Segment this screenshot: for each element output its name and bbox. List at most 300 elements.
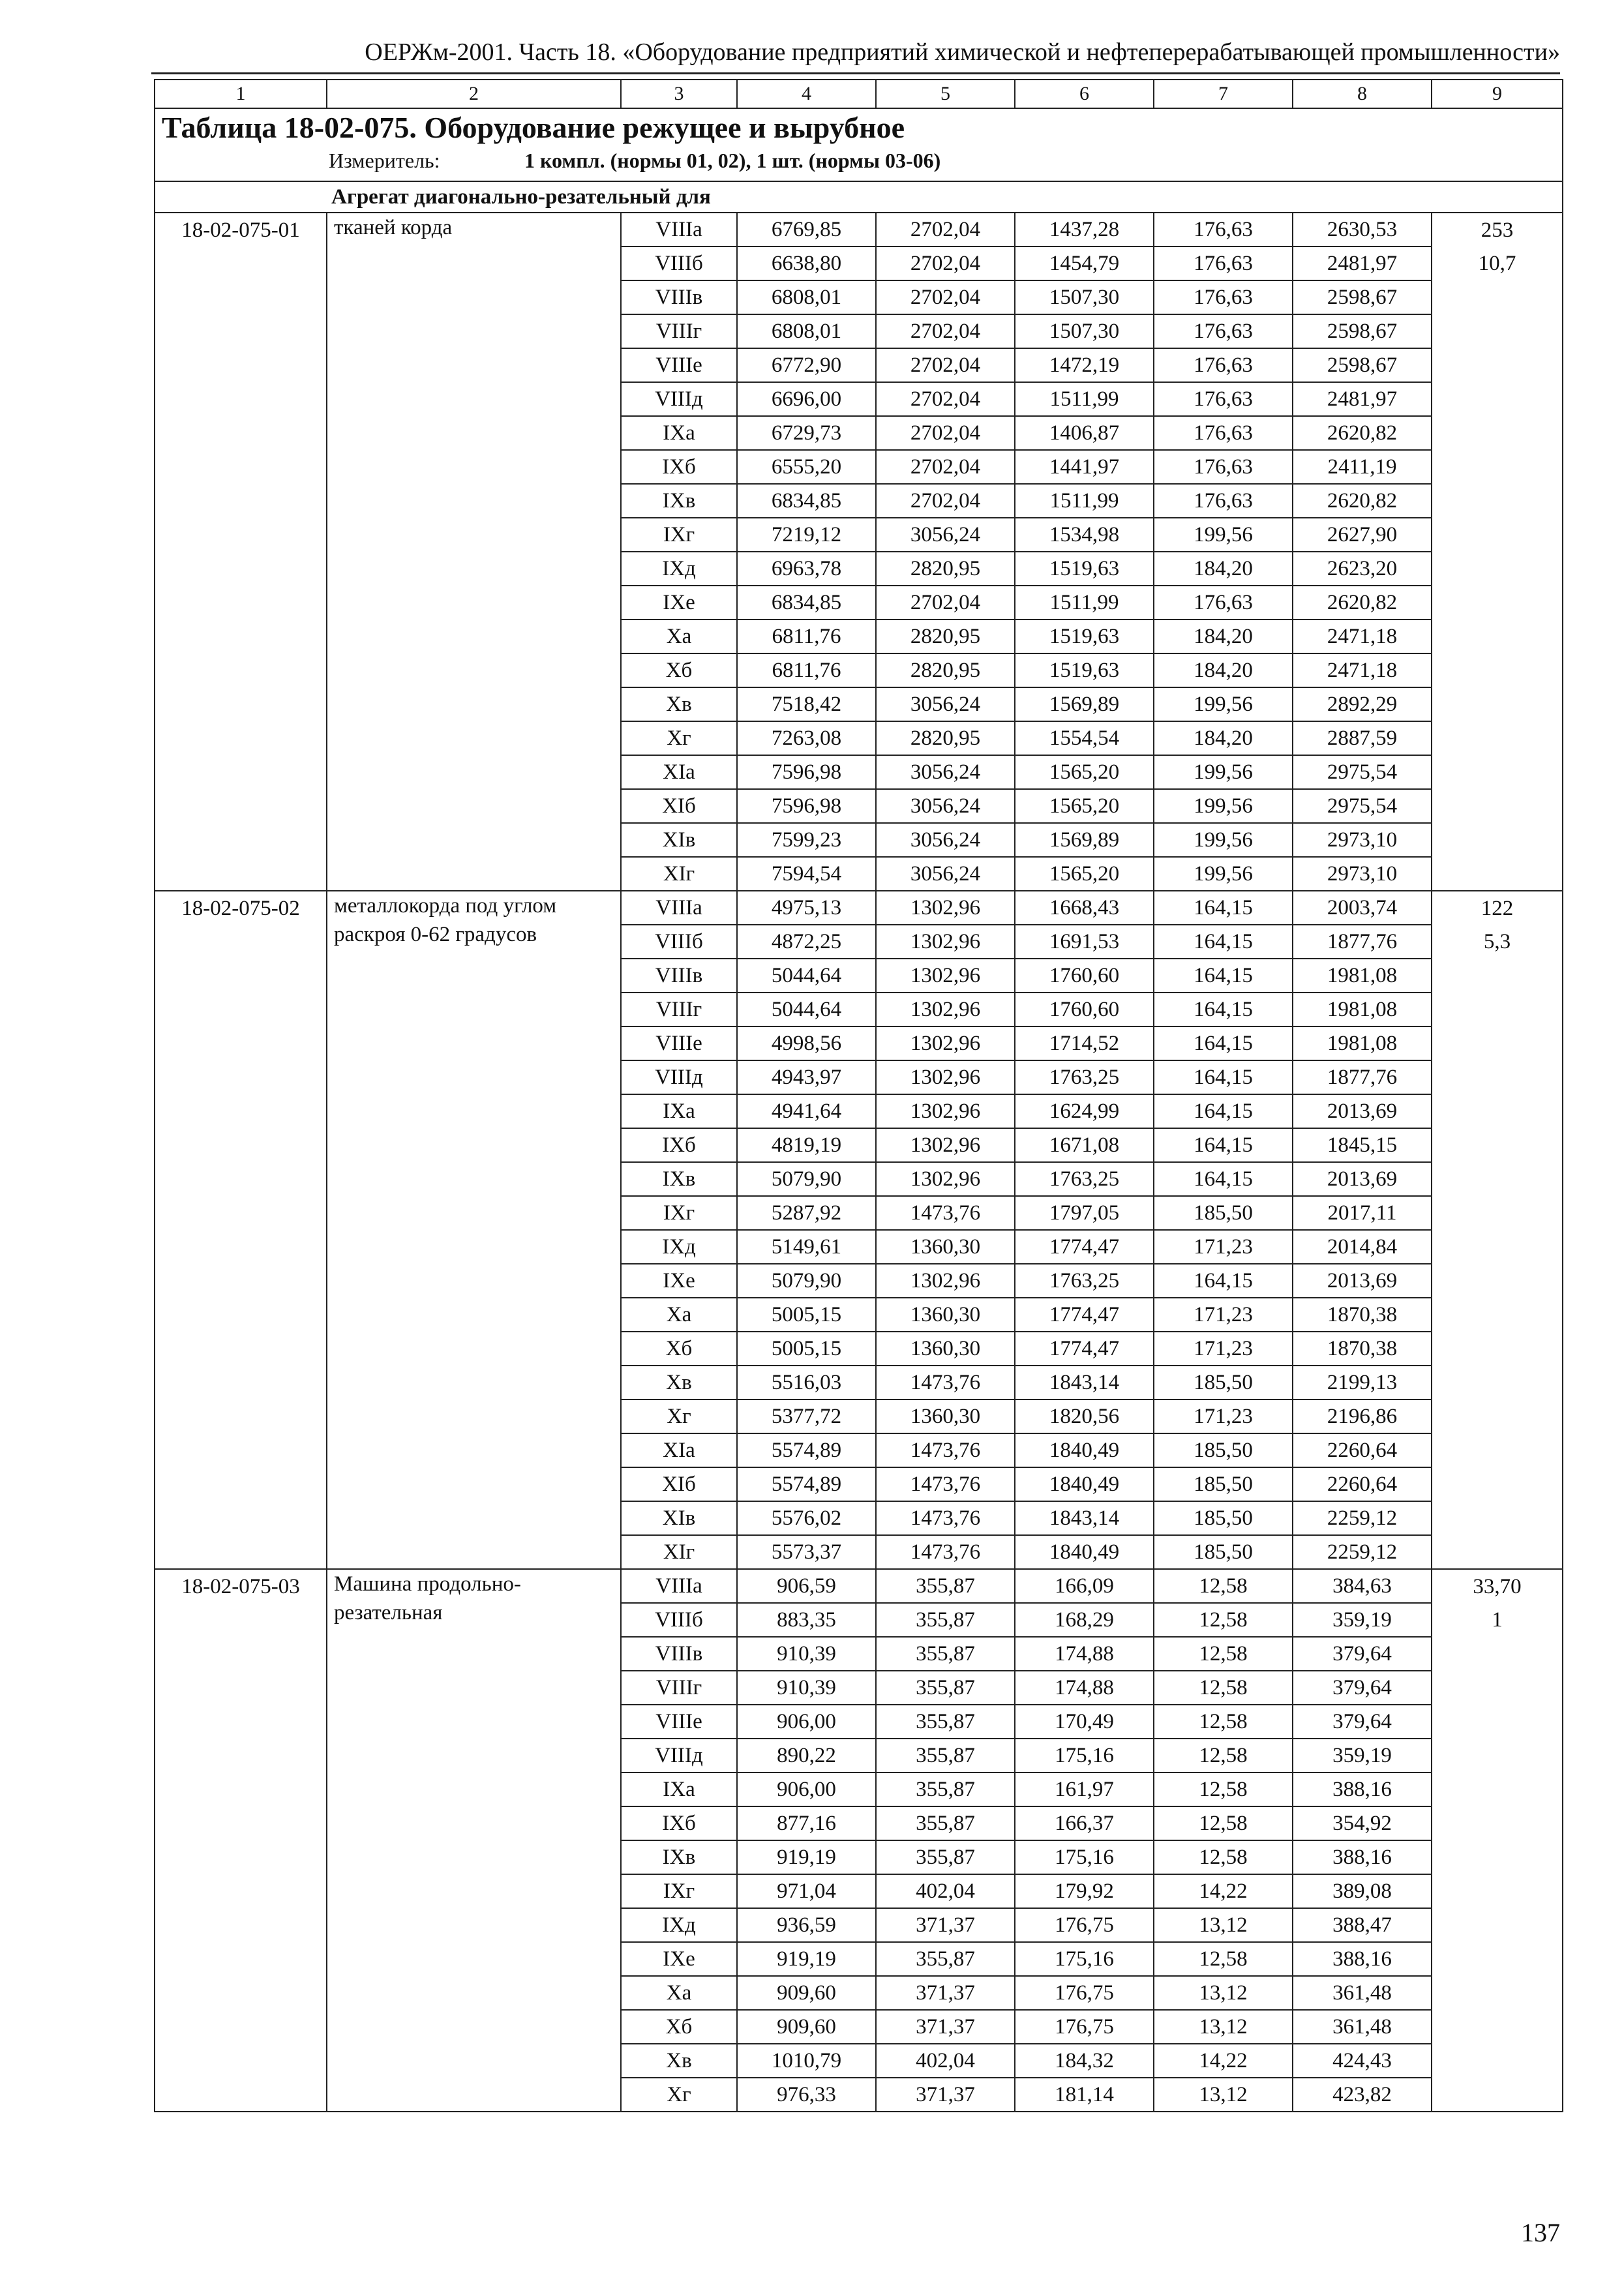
value-cell: 2481,97 bbox=[1293, 247, 1432, 280]
table-row bbox=[155, 1094, 1563, 1128]
value-cell: 1565,20 bbox=[1015, 755, 1154, 789]
value-cell: 919,19 bbox=[737, 1840, 876, 1874]
col9-cell bbox=[1432, 2010, 1563, 2044]
value-cell: 1840,49 bbox=[1015, 1535, 1154, 1569]
value-cell: 388,16 bbox=[1293, 1840, 1432, 1874]
value-cell: 1760,60 bbox=[1015, 993, 1154, 1026]
value-cell: 2702,04 bbox=[876, 247, 1015, 280]
column-number: 6 bbox=[1015, 80, 1154, 108]
zone-code: VIIIа bbox=[621, 213, 737, 247]
zone-code: XIа bbox=[621, 1433, 737, 1467]
zone-code: IXа bbox=[621, 416, 737, 450]
value-cell: 199,56 bbox=[1154, 857, 1293, 891]
table-row bbox=[155, 1942, 1563, 1976]
value-cell: 164,15 bbox=[1154, 925, 1293, 959]
col9-cell bbox=[1432, 1671, 1563, 1705]
norm-code-blank bbox=[155, 1060, 327, 1094]
norm-description-cell bbox=[327, 2044, 621, 2078]
value-cell: 5574,89 bbox=[737, 1433, 876, 1467]
norm-description-cell bbox=[327, 1467, 621, 1501]
value-cell: 1843,14 bbox=[1015, 1501, 1154, 1535]
value-cell: 1877,76 bbox=[1293, 1060, 1432, 1094]
table-row bbox=[155, 1603, 1563, 1637]
column-number: 4 bbox=[737, 80, 876, 108]
table-row bbox=[155, 1705, 1563, 1739]
norm-description-cell bbox=[327, 247, 621, 280]
table-row bbox=[155, 925, 1563, 959]
norm-code-blank bbox=[155, 1806, 327, 1840]
group-title: Агрегат диагонально-резательный для bbox=[155, 181, 1563, 213]
value-cell: 2623,20 bbox=[1293, 552, 1432, 586]
table-row bbox=[155, 687, 1563, 721]
value-cell: 384,63 bbox=[1293, 1569, 1432, 1603]
value-cell: 5149,61 bbox=[737, 1230, 876, 1264]
norm-code-blank bbox=[155, 1501, 327, 1535]
value-cell: 2702,04 bbox=[876, 416, 1015, 450]
value-cell: 1774,47 bbox=[1015, 1298, 1154, 1332]
value-cell: 12,58 bbox=[1154, 1603, 1293, 1637]
norm-description-cell bbox=[327, 1840, 621, 1874]
col9-cell bbox=[1432, 1298, 1563, 1332]
value-cell: 4998,56 bbox=[737, 1026, 876, 1060]
group-title-row bbox=[155, 181, 1563, 213]
norm-code-blank bbox=[155, 1535, 327, 1569]
value-cell: 199,56 bbox=[1154, 823, 1293, 857]
value-cell: 171,23 bbox=[1154, 1298, 1293, 1332]
norm-code-blank bbox=[155, 1840, 327, 1874]
value-cell: 1691,53 bbox=[1015, 925, 1154, 959]
value-cell: 1406,87 bbox=[1015, 416, 1154, 450]
table-row bbox=[155, 213, 1563, 247]
norm-code-blank bbox=[155, 755, 327, 789]
norm-code-blank bbox=[155, 925, 327, 959]
value-cell: 12,58 bbox=[1154, 1773, 1293, 1806]
value-cell: 6638,80 bbox=[737, 247, 876, 280]
zone-code: VIIIе bbox=[621, 348, 737, 382]
norm-code-blank bbox=[155, 1942, 327, 1976]
table-row bbox=[155, 1569, 1563, 1603]
table-row bbox=[155, 789, 1563, 823]
value-cell: 5516,03 bbox=[737, 1366, 876, 1399]
value-cell: 161,97 bbox=[1015, 1773, 1154, 1806]
value-cell: 910,39 bbox=[737, 1671, 876, 1705]
table-row bbox=[155, 1230, 1563, 1264]
value-cell: 906,59 bbox=[737, 1569, 876, 1603]
value-cell: 379,64 bbox=[1293, 1671, 1432, 1705]
value-cell: 2702,04 bbox=[876, 382, 1015, 416]
table-row bbox=[155, 1739, 1563, 1773]
norm-code: 18-02-075-01 bbox=[155, 213, 327, 247]
table-row bbox=[155, 1908, 1563, 1942]
col9-cell bbox=[1432, 1535, 1563, 1569]
table-row bbox=[155, 1501, 1563, 1535]
norm-code-blank bbox=[155, 416, 327, 450]
value-cell: 4975,13 bbox=[737, 891, 876, 925]
value-cell: 359,19 bbox=[1293, 1739, 1432, 1773]
value-cell: 2196,86 bbox=[1293, 1399, 1432, 1433]
zone-code: IXе bbox=[621, 1264, 737, 1298]
value-cell: 176,75 bbox=[1015, 1976, 1154, 2010]
value-cell: 2975,54 bbox=[1293, 755, 1432, 789]
value-cell: 890,22 bbox=[737, 1739, 876, 1773]
value-cell: 6772,90 bbox=[737, 348, 876, 382]
value-cell: 1671,08 bbox=[1015, 1128, 1154, 1162]
value-cell: 185,50 bbox=[1154, 1535, 1293, 1569]
value-cell: 361,48 bbox=[1293, 2010, 1432, 2044]
norm-description-cell bbox=[327, 586, 621, 620]
norm-description-cell bbox=[327, 1603, 621, 1637]
page-number: 137 bbox=[1521, 2218, 1560, 2247]
norm-code-blank bbox=[155, 518, 327, 552]
norm-code-blank bbox=[155, 1366, 327, 1399]
value-cell: 6808,01 bbox=[737, 280, 876, 314]
norm-code-blank bbox=[155, 1332, 327, 1366]
col9-cell bbox=[1432, 1026, 1563, 1060]
value-cell: 2260,64 bbox=[1293, 1433, 1432, 1467]
norm-code-blank bbox=[155, 1298, 327, 1332]
col9-cell bbox=[1432, 348, 1563, 382]
value-cell: 1760,60 bbox=[1015, 959, 1154, 993]
value-cell: 423,82 bbox=[1293, 2078, 1432, 2112]
value-cell: 2013,69 bbox=[1293, 1264, 1432, 1298]
value-cell: 184,20 bbox=[1154, 653, 1293, 687]
value-cell: 936,59 bbox=[737, 1908, 876, 1942]
norm-description-cell bbox=[327, 382, 621, 416]
zone-code: Xа bbox=[621, 1298, 737, 1332]
value-cell: 166,09 bbox=[1015, 1569, 1154, 1603]
value-cell: 185,50 bbox=[1154, 1196, 1293, 1230]
table-row bbox=[155, 280, 1563, 314]
norm-code-blank bbox=[155, 721, 327, 755]
value-cell: 3056,24 bbox=[876, 857, 1015, 891]
value-cell: 1554,54 bbox=[1015, 721, 1154, 755]
value-cell: 1473,76 bbox=[876, 1467, 1015, 1501]
norm-description-cell bbox=[327, 1976, 621, 2010]
value-cell: 176,63 bbox=[1154, 280, 1293, 314]
value-cell: 4943,97 bbox=[737, 1060, 876, 1094]
table-row bbox=[155, 1026, 1563, 1060]
norm-description-cell bbox=[327, 755, 621, 789]
value-cell: 185,50 bbox=[1154, 1366, 1293, 1399]
zone-code: VIIIе bbox=[621, 1705, 737, 1739]
value-cell: 379,64 bbox=[1293, 1637, 1432, 1671]
value-cell: 355,87 bbox=[876, 1603, 1015, 1637]
value-cell: 2260,64 bbox=[1293, 1467, 1432, 1501]
norm-description-cell bbox=[327, 1773, 621, 1806]
table-row bbox=[155, 1196, 1563, 1230]
value-cell: 371,37 bbox=[876, 2078, 1015, 2112]
norm-description-cell bbox=[327, 1366, 621, 1399]
value-cell: 2481,97 bbox=[1293, 382, 1432, 416]
value-cell: 1569,89 bbox=[1015, 823, 1154, 857]
norm-description-cell bbox=[327, 416, 621, 450]
value-cell: 174,88 bbox=[1015, 1671, 1154, 1705]
value-cell: 2598,67 bbox=[1293, 280, 1432, 314]
norm-code-blank bbox=[155, 1026, 327, 1060]
value-cell: 176,75 bbox=[1015, 2010, 1154, 2044]
zone-code: Xг bbox=[621, 1399, 737, 1433]
value-cell: 910,39 bbox=[737, 1637, 876, 1671]
value-cell: 2892,29 bbox=[1293, 687, 1432, 721]
norm-code-blank bbox=[155, 1128, 327, 1162]
value-cell: 1870,38 bbox=[1293, 1332, 1432, 1366]
value-cell: 1472,19 bbox=[1015, 348, 1154, 382]
norm-code-blank bbox=[155, 993, 327, 1026]
col9-cell bbox=[1432, 1399, 1563, 1433]
col9-cell bbox=[1432, 755, 1563, 789]
col9-cell bbox=[1432, 450, 1563, 484]
value-cell: 5377,72 bbox=[737, 1399, 876, 1433]
zone-code: XIг bbox=[621, 1535, 737, 1569]
table-row bbox=[155, 1671, 1563, 1705]
table-row bbox=[155, 450, 1563, 484]
norm-code-blank bbox=[155, 1603, 327, 1637]
value-cell: 402,04 bbox=[876, 1874, 1015, 1908]
value-cell: 176,63 bbox=[1154, 416, 1293, 450]
zone-code: IXд bbox=[621, 1908, 737, 1942]
col9-cell bbox=[1432, 2078, 1563, 2112]
value-cell: 2973,10 bbox=[1293, 857, 1432, 891]
norm-description-cell bbox=[327, 959, 621, 993]
value-cell: 1302,96 bbox=[876, 1128, 1015, 1162]
norm-description-cell bbox=[327, 789, 621, 823]
value-cell: 5005,15 bbox=[737, 1298, 876, 1332]
value-cell: 12,58 bbox=[1154, 1705, 1293, 1739]
col9-cell bbox=[1432, 687, 1563, 721]
norm-description-cell bbox=[327, 1501, 621, 1535]
norm-description-cell bbox=[327, 1671, 621, 1705]
value-cell: 1302,96 bbox=[876, 993, 1015, 1026]
norm-code-blank bbox=[155, 348, 327, 382]
value-cell: 2820,95 bbox=[876, 653, 1015, 687]
table-row bbox=[155, 1840, 1563, 1874]
value-cell: 355,87 bbox=[876, 1569, 1015, 1603]
zone-code: VIIIе bbox=[621, 1026, 737, 1060]
zone-code: IXа bbox=[621, 1773, 737, 1806]
zone-code: IXе bbox=[621, 1942, 737, 1976]
value-cell: 2259,12 bbox=[1293, 1535, 1432, 1569]
zone-code: VIIIг bbox=[621, 1671, 737, 1705]
norm-description-cell bbox=[327, 687, 621, 721]
col9-cell bbox=[1432, 1637, 1563, 1671]
table-row bbox=[155, 314, 1563, 348]
value-cell: 7599,23 bbox=[737, 823, 876, 857]
col9-cell bbox=[1432, 1094, 1563, 1128]
norm-description-cell bbox=[327, 1637, 621, 1671]
col9-cell bbox=[1432, 1705, 1563, 1739]
value-cell: 2820,95 bbox=[876, 552, 1015, 586]
value-cell: 164,15 bbox=[1154, 1094, 1293, 1128]
table-row bbox=[155, 1366, 1563, 1399]
table-row bbox=[155, 620, 1563, 653]
value-cell: 199,56 bbox=[1154, 518, 1293, 552]
zone-code: Xг bbox=[621, 2078, 737, 2112]
zone-code: VIIIа bbox=[621, 1569, 737, 1603]
value-cell: 7594,54 bbox=[737, 857, 876, 891]
value-cell: 379,64 bbox=[1293, 1705, 1432, 1739]
value-cell: 1302,96 bbox=[876, 925, 1015, 959]
value-cell: 6834,85 bbox=[737, 586, 876, 620]
value-cell: 12,58 bbox=[1154, 1569, 1293, 1603]
norm-code-blank bbox=[155, 2010, 327, 2044]
norm-code-blank bbox=[155, 653, 327, 687]
value-cell: 3056,24 bbox=[876, 823, 1015, 857]
value-cell: 176,63 bbox=[1154, 348, 1293, 382]
value-cell: 5005,15 bbox=[737, 1332, 876, 1366]
value-cell: 168,29 bbox=[1015, 1603, 1154, 1637]
norm-description-cell bbox=[327, 1094, 621, 1128]
norm-description: тканей корда bbox=[334, 216, 453, 239]
value-cell: 1511,99 bbox=[1015, 382, 1154, 416]
norm-code-blank bbox=[155, 1739, 327, 1773]
column-number: 9 bbox=[1432, 80, 1563, 108]
table-row bbox=[155, 1332, 1563, 1366]
zone-code: IXе bbox=[621, 586, 737, 620]
value-cell: 1519,63 bbox=[1015, 552, 1154, 586]
zone-code: IXг bbox=[621, 1196, 737, 1230]
value-cell: 354,92 bbox=[1293, 1806, 1432, 1840]
zone-code: Xв bbox=[621, 1366, 737, 1399]
value-cell: 1774,47 bbox=[1015, 1230, 1154, 1264]
value-cell: 1360,30 bbox=[876, 1332, 1015, 1366]
norm-description-cell bbox=[327, 450, 621, 484]
table-row bbox=[155, 1976, 1563, 2010]
value-cell: 2013,69 bbox=[1293, 1094, 1432, 1128]
col9-cell bbox=[1432, 1942, 1563, 1976]
table-row bbox=[155, 993, 1563, 1026]
table-row bbox=[155, 1298, 1563, 1332]
col9-cell: 10,7 bbox=[1432, 247, 1563, 280]
value-cell: 1797,05 bbox=[1015, 1196, 1154, 1230]
value-cell: 2598,67 bbox=[1293, 314, 1432, 348]
norm-description: металлокорда под углом раскроя 0-62 градусов bbox=[334, 894, 557, 946]
col9-cell bbox=[1432, 1908, 1563, 1942]
value-cell: 2702,04 bbox=[876, 484, 1015, 518]
norm-code-blank bbox=[155, 857, 327, 891]
value-cell: 4819,19 bbox=[737, 1128, 876, 1162]
norm-description-cell bbox=[327, 1433, 621, 1467]
norm-code-blank bbox=[155, 1773, 327, 1806]
value-cell: 6811,76 bbox=[737, 653, 876, 687]
col9-cell bbox=[1432, 1128, 1563, 1162]
value-cell: 12,58 bbox=[1154, 1739, 1293, 1773]
col9-cell: 253 bbox=[1432, 213, 1563, 247]
col9-cell bbox=[1432, 1366, 1563, 1399]
norm-code-blank bbox=[155, 620, 327, 653]
table-row bbox=[155, 1467, 1563, 1501]
col9-cell: 122 bbox=[1432, 891, 1563, 925]
norm-description-cell bbox=[327, 1739, 621, 1773]
norm-code-blank bbox=[155, 382, 327, 416]
value-cell: 176,63 bbox=[1154, 314, 1293, 348]
value-cell: 175,16 bbox=[1015, 1840, 1154, 1874]
value-cell: 1668,43 bbox=[1015, 891, 1154, 925]
value-cell: 164,15 bbox=[1154, 993, 1293, 1026]
value-cell: 3056,24 bbox=[876, 755, 1015, 789]
column-number: 3 bbox=[621, 80, 737, 108]
norm-description-cell bbox=[327, 1569, 621, 1624]
column-numbers-row bbox=[155, 80, 1563, 108]
norm-description-cell bbox=[327, 213, 621, 247]
value-cell: 13,12 bbox=[1154, 2010, 1293, 2044]
value-cell: 359,19 bbox=[1293, 1603, 1432, 1637]
table-row bbox=[155, 1162, 1563, 1196]
value-cell: 2471,18 bbox=[1293, 653, 1432, 687]
norm-code-blank bbox=[155, 1094, 327, 1128]
norm-code-blank bbox=[155, 1264, 327, 1298]
table-row bbox=[155, 518, 1563, 552]
value-cell: 5044,64 bbox=[737, 959, 876, 993]
col9-cell bbox=[1432, 1196, 1563, 1230]
value-cell: 199,56 bbox=[1154, 789, 1293, 823]
col9-cell bbox=[1432, 1162, 1563, 1196]
norm-code-blank bbox=[155, 586, 327, 620]
table-row bbox=[155, 1773, 1563, 1806]
column-number: 5 bbox=[876, 80, 1015, 108]
table-row bbox=[155, 1535, 1563, 1569]
norm-description-cell bbox=[327, 993, 621, 1026]
zone-code: VIIIг bbox=[621, 314, 737, 348]
value-cell: 971,04 bbox=[737, 1874, 876, 1908]
table-row bbox=[155, 2078, 1563, 2112]
table-row bbox=[155, 484, 1563, 518]
value-cell: 2630,53 bbox=[1293, 213, 1432, 247]
value-cell: 171,23 bbox=[1154, 1230, 1293, 1264]
col9-cell bbox=[1432, 1806, 1563, 1840]
norm-code-blank bbox=[155, 1671, 327, 1705]
table-row bbox=[155, 755, 1563, 789]
zone-code: VIIIд bbox=[621, 382, 737, 416]
value-cell: 1473,76 bbox=[876, 1535, 1015, 1569]
value-cell: 176,63 bbox=[1154, 247, 1293, 280]
value-cell: 5044,64 bbox=[737, 993, 876, 1026]
value-cell: 1441,97 bbox=[1015, 450, 1154, 484]
norm-description-cell bbox=[327, 1060, 621, 1094]
value-cell: 12,58 bbox=[1154, 1671, 1293, 1705]
col9-cell bbox=[1432, 857, 1563, 891]
table-row bbox=[155, 1637, 1563, 1671]
table-title: Таблица 18-02-075. Оборудование режущее и вырубное bbox=[162, 111, 905, 144]
value-cell: 1507,30 bbox=[1015, 280, 1154, 314]
col9-cell bbox=[1432, 1433, 1563, 1467]
col9-cell bbox=[1432, 314, 1563, 348]
col9-cell bbox=[1432, 1501, 1563, 1535]
table-row bbox=[155, 1060, 1563, 1094]
norm-description-cell bbox=[327, 314, 621, 348]
zone-code: Xа bbox=[621, 1976, 737, 2010]
value-cell: 7263,08 bbox=[737, 721, 876, 755]
value-cell: 1624,99 bbox=[1015, 1094, 1154, 1128]
zone-code: VIIIв bbox=[621, 280, 737, 314]
zone-code: XIв bbox=[621, 1501, 737, 1535]
norm-code-blank bbox=[155, 2078, 327, 2112]
table-row bbox=[155, 552, 1563, 586]
value-cell: 1302,96 bbox=[876, 959, 1015, 993]
norm-code-blank bbox=[155, 1230, 327, 1264]
col9-cell bbox=[1432, 416, 1563, 450]
value-cell: 1519,63 bbox=[1015, 620, 1154, 653]
zone-code: Xб bbox=[621, 2010, 737, 2044]
value-cell: 164,15 bbox=[1154, 959, 1293, 993]
norm-code: 18-02-075-02 bbox=[155, 891, 327, 925]
value-cell: 176,63 bbox=[1154, 213, 1293, 247]
col9-cell bbox=[1432, 823, 1563, 857]
zone-code: Xб bbox=[621, 653, 737, 687]
value-cell: 176,63 bbox=[1154, 450, 1293, 484]
value-cell: 5573,37 bbox=[737, 1535, 876, 1569]
table-row bbox=[155, 1128, 1563, 1162]
norm-description-cell bbox=[327, 1026, 621, 1060]
